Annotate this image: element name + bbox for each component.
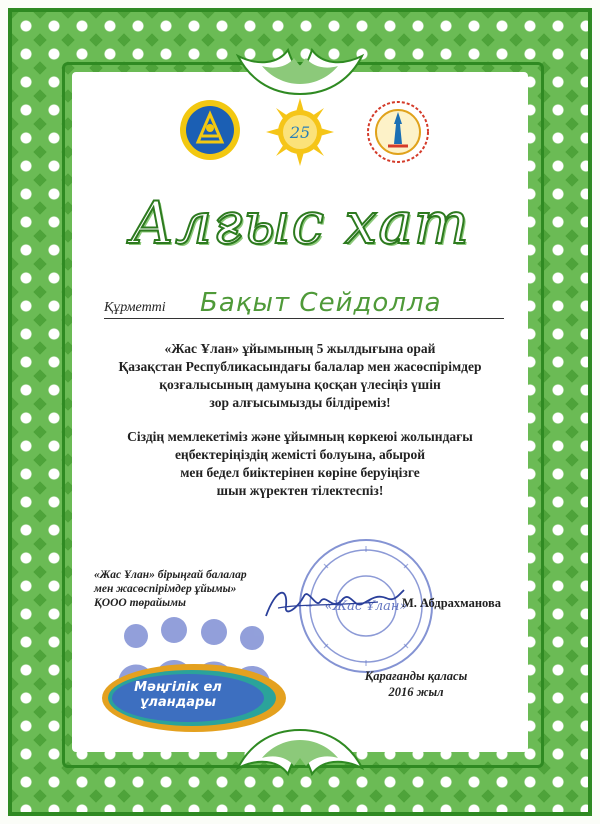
svg-text:25: 25 bbox=[289, 123, 311, 142]
message-line: Сіздің мемлекетіміз және ұйымның көркеюі жолындағы bbox=[127, 429, 473, 444]
message-line: зор алғысымызды білдіреміз! bbox=[209, 395, 391, 410]
signer-name: М. Абдрахманова bbox=[402, 596, 501, 610]
addressee-name: Бақыт Сейдолла bbox=[200, 288, 442, 318]
organization-line: «Жас Ұлан» бірыңғай балалар bbox=[94, 569, 247, 581]
addressee-label: Құрметті bbox=[104, 300, 166, 315]
slogan-emblem-icon bbox=[96, 614, 292, 734]
svg-text:«Жас Ұлан»: «Жас Ұлан» bbox=[324, 599, 408, 614]
bottom-ornament-icon bbox=[228, 728, 372, 788]
organization-line: ҚООО төрайымы bbox=[94, 597, 187, 609]
slogan-line: Мәңгілік ел bbox=[134, 680, 222, 695]
top-ornament-icon bbox=[228, 36, 372, 96]
issue-year: 2016 жыл bbox=[388, 685, 444, 699]
message-line: қозғалысының дамуына қосқан үлесіңіз үшін bbox=[159, 377, 441, 392]
message-paragraph-1 bbox=[90, 340, 510, 412]
organization-block bbox=[94, 568, 294, 610]
message-line: мен бедел биіктерінен көріне беруіңізге bbox=[180, 465, 420, 480]
city-emblem-icon bbox=[366, 100, 430, 164]
message-line: шын жүректен тілектеспіз! bbox=[216, 483, 384, 498]
anniversary-sun-icon bbox=[264, 96, 336, 168]
slogan-text bbox=[108, 680, 248, 710]
city-name: Қарағанды қаласы bbox=[364, 669, 468, 683]
slogan-line: ұландары bbox=[139, 695, 217, 710]
regional-emblem-icon bbox=[178, 98, 242, 162]
message-paragraph-2 bbox=[90, 428, 510, 500]
message-line: еңбектеріңіздің жемісті болуына, абырой bbox=[174, 447, 426, 462]
organization-line: мен жасөспірімдер ұйымы» bbox=[94, 583, 237, 595]
addressee-line bbox=[104, 284, 504, 319]
message-line: «Жас Ұлан» ұйымының 5 жылдығына орай bbox=[164, 341, 436, 356]
message-line: Қазақстан Республикасындағы балалар мен жасөспірімдер bbox=[118, 359, 482, 374]
place-and-date bbox=[356, 668, 476, 700]
certificate-title: Алғыс хат bbox=[130, 189, 470, 257]
